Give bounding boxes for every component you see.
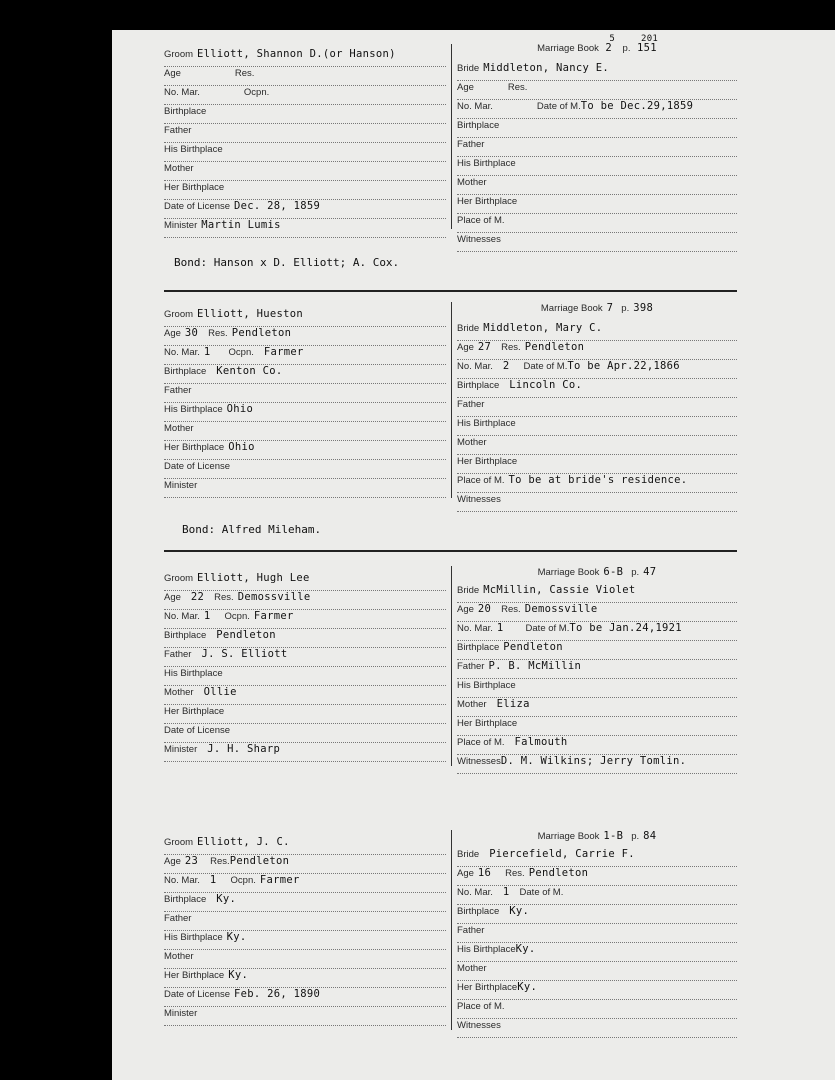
place-of-m-field: Place of M.: [457, 214, 737, 233]
bride-birthplace-field: Birthplace Lincoln Co.: [457, 379, 737, 398]
place-of-m-field: Place of M. To be at bride's residence.: [457, 474, 737, 493]
witnesses-field: WitnessesD. M. Wilkins; Jerry Tomlin.: [457, 755, 737, 774]
his-birthplace-field: His Birthplace Ky.: [164, 931, 446, 950]
bride-mother-field: Mother: [457, 176, 737, 195]
groom-field: Groom Elliott, Hueston: [164, 308, 446, 327]
marriage-record-4: [164, 830, 737, 1030]
date-of-license-field: Date of License Dec. 28, 1859: [164, 200, 446, 219]
mother-field: Mother: [164, 950, 446, 969]
minister-field: Minister: [164, 1007, 446, 1026]
bride-her-birthplace-field: Her Birthplace: [457, 455, 737, 474]
her-birthplace-field: Her Birthplace Ohio: [164, 441, 446, 460]
bride-no-mar-date-field: No. Mar. 2 Date of M.To be Apr.22,1866: [457, 360, 737, 379]
marriage-book-line: Marriage Book 6-B p. 47: [537, 566, 657, 578]
bride-father-field: Father: [457, 924, 737, 943]
age-res-field: Age 23 Res.Pendleton: [164, 855, 446, 874]
father-field: Father: [164, 384, 446, 403]
record-separator: [164, 550, 737, 552]
bride-age-res-field: Age 20 Res. Demossville: [457, 603, 737, 622]
marriage-record-1: [164, 34, 737, 269]
column-divider: [451, 44, 452, 229]
minister-field: Minister: [164, 479, 446, 498]
place-of-m-field: Place of M. Falmouth: [457, 736, 737, 755]
his-birthplace-field: His Birthplace: [164, 667, 446, 686]
father-field: Father: [164, 124, 446, 143]
father-field: Father J. S. Elliott: [164, 648, 446, 667]
her-birthplace-field: Her Birthplace: [164, 705, 446, 724]
birthplace-field: Birthplace Ky.: [164, 893, 446, 912]
bride-no-mar-date-field: No. Mar. 1 Date of M.To be Jan.24,1921: [457, 622, 737, 641]
bride-field: Bride Middleton, Nancy E.: [457, 62, 737, 81]
marriage-record-2: [164, 302, 737, 536]
groom-value: Elliott, Shannon D.(or Hanson): [197, 48, 396, 60]
bride-no-mar-date-field: No. Mar. 1 Date of M.: [457, 886, 737, 905]
birthplace-field: Birthplace Kenton Co.: [164, 365, 446, 384]
groom-field: Groom Elliott, Shannon D.(or Hanson): [164, 48, 446, 67]
his-birthplace-field: His Birthplace: [164, 143, 446, 162]
bride-father-field: Father: [457, 398, 737, 417]
birthplace-field: Birthplace Pendleton: [164, 629, 446, 648]
marriage-book-line: Marriage Book 1-B p. 84: [537, 830, 657, 842]
his-birthplace-field: His Birthplace Ohio: [164, 403, 446, 422]
bride-birthplace-field: Birthplace: [457, 119, 737, 138]
column-divider: [451, 566, 452, 766]
date-of-license-field: Date of License: [164, 460, 446, 479]
bride-his-birthplace-field: His Birthplace: [457, 679, 737, 698]
bride-father-field: Father P. B. McMillin: [457, 660, 737, 679]
place-of-m-field: Place of M.: [457, 1000, 737, 1019]
bride-age-res-field: Age Res.: [457, 81, 737, 100]
book-number: 2: [605, 42, 613, 54]
father-field: Father: [164, 912, 446, 931]
no-mar-ocpn-field: No. Mar. Ocpn.: [164, 86, 446, 105]
marriage-book-line: Marriage Book 7 p. 398: [540, 302, 654, 314]
bride-father-field: Father: [457, 138, 737, 157]
bride-birthplace-field: Birthplace Pendleton: [457, 641, 737, 660]
record-separator: [164, 290, 737, 292]
book-correction: 5: [609, 34, 616, 44]
bride-her-birthplace-field: Her BirthplaceKy.: [457, 981, 737, 1000]
bride-his-birthplace-field: His Birthplace: [457, 417, 737, 436]
no-mar-ocpn-field: No. Mar. 1 Ocpn. Farmer: [164, 610, 446, 629]
age-res-field: Age 22 Res. Demossville: [164, 591, 446, 610]
bride-age-res-field: Age 27 Res. Pendleton: [457, 341, 737, 360]
bride-mother-field: Mother: [457, 436, 737, 455]
bride-age-res-field: Age 16 Res. Pendleton: [457, 867, 737, 886]
no-mar-ocpn-field: No. Mar. 1 Ocpn. Farmer: [164, 874, 446, 893]
bond-line: Bond: Alfred Mileham.: [182, 523, 322, 536]
date-of-license-field: Date of License: [164, 724, 446, 743]
bride-field: Bride Middleton, Mary C.: [457, 322, 737, 341]
date-of-license-field: Date of License Feb. 26, 1890: [164, 988, 446, 1007]
bride-his-birthplace-field: His Birthplace: [457, 157, 737, 176]
age-res-field: Age 30 Res. Pendleton: [164, 327, 446, 346]
no-mar-ocpn-field: No. Mar. 1 Ocpn. Farmer: [164, 346, 446, 365]
groom-field: Groom Elliott, J. C.: [164, 836, 446, 855]
bride-birthplace-field: Birthplace Ky.: [457, 905, 737, 924]
page-correction: 201: [640, 34, 659, 44]
marriage-record-3: [164, 566, 737, 766]
bride-her-birthplace-field: Her Birthplace: [457, 195, 737, 214]
mother-field: Mother: [164, 162, 446, 181]
birthplace-field: Birthplace: [164, 105, 446, 124]
bride-field: Bride McMillin, Cassie Violet: [457, 584, 737, 603]
column-divider: [451, 302, 452, 498]
her-birthplace-field: Her Birthplace: [164, 181, 446, 200]
bride-his-birthplace-field: His BirthplaceKy.: [457, 943, 737, 962]
age-res-field: Age Res.: [164, 67, 446, 86]
bride-mother-field: Mother Eliza: [457, 698, 737, 717]
witnesses-field: Witnesses: [457, 233, 737, 252]
bond-line: Bond: Hanson x D. Elliott; A. Cox.: [174, 256, 400, 269]
groom-field: Groom Elliott, Hugh Lee: [164, 572, 446, 591]
bride-no-mar-date-field: No. Mar. Date of M.To be Dec.29,1859: [457, 100, 737, 119]
her-birthplace-field: Her Birthplace Ky.: [164, 969, 446, 988]
bride-field: Bride Piercefield, Carrie F.: [457, 848, 737, 867]
column-divider: [451, 830, 452, 1030]
marriage-book-line: Marriage Book 5 2 p. 201 151: [537, 34, 659, 54]
mother-field: Mother: [164, 422, 446, 441]
witnesses-field: Witnesses: [457, 1019, 737, 1038]
bride-mother-field: Mother: [457, 962, 737, 981]
mother-field: Mother Ollie: [164, 686, 446, 705]
minister-field: Minister J. H. Sharp: [164, 743, 446, 762]
minister-field: Minister Martin Lumis: [164, 219, 446, 238]
witnesses-field: Witnesses: [457, 493, 737, 512]
page-number: 151: [636, 42, 657, 54]
document-page: [112, 30, 835, 1080]
bride-her-birthplace-field: Her Birthplace: [457, 717, 737, 736]
